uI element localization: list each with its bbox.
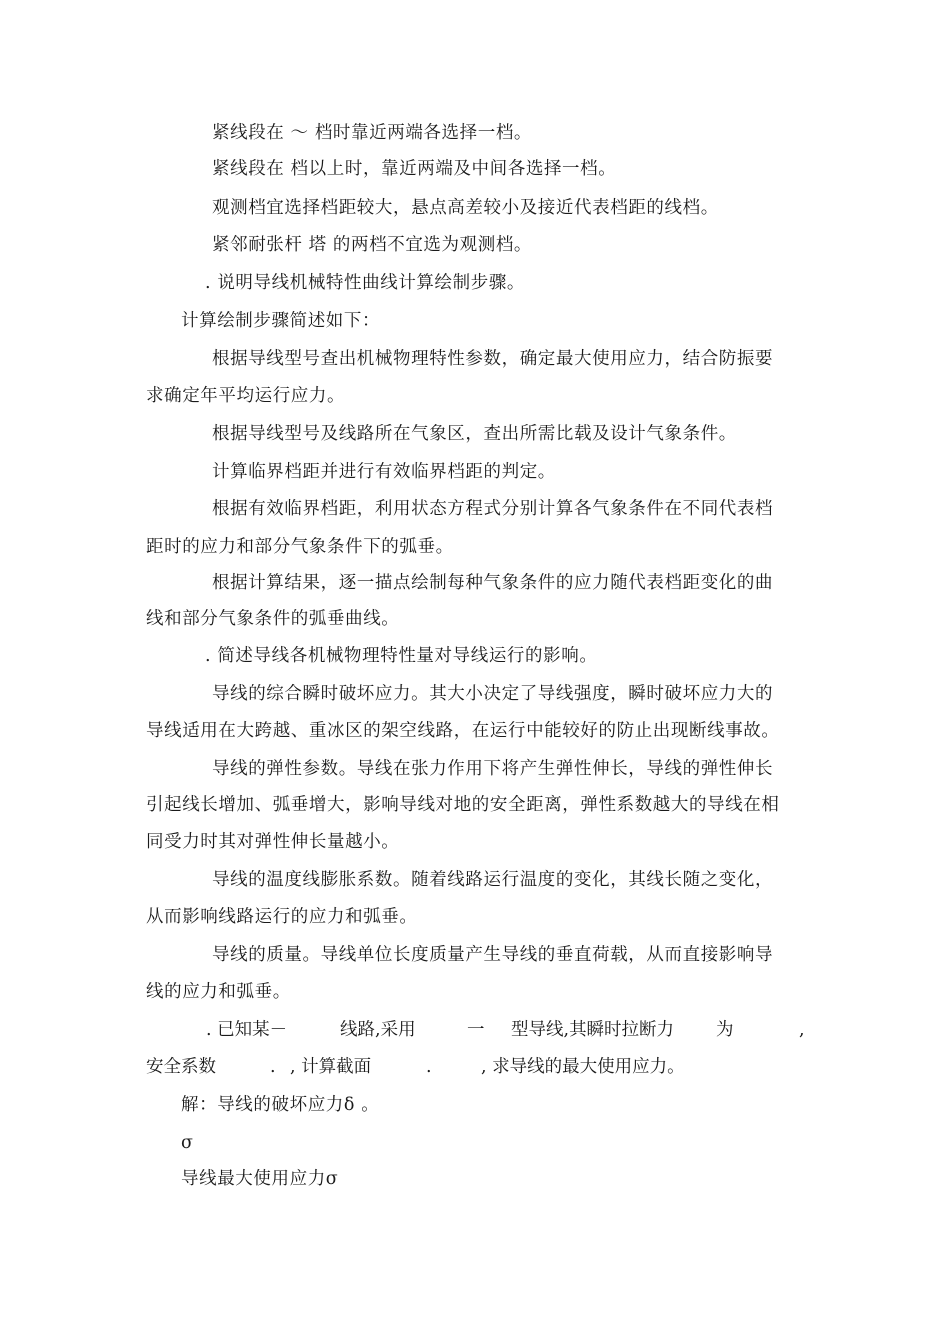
- paragraph-line: 紧邻耐张杆 塔 的两档不宜选为观测档。: [212, 235, 533, 255]
- solution-formula: σ: [181, 1133, 194, 1153]
- paragraph-line: 根据有效临界档距，利用状态方程式分别计算各气象条件在不同代表档: [212, 499, 774, 519]
- paragraph-line: 同受力时其对弹性伸长量越小。: [146, 832, 400, 852]
- paragraph-line: 线的应力和弧垂。: [146, 982, 291, 1002]
- problem-text: 型导线,其瞬时拉断力: [511, 1020, 675, 1040]
- solution-line: 导线最大使用应力σ: [181, 1169, 339, 1189]
- problem-text: 为: [716, 1020, 734, 1040]
- paragraph-line: 根据导线型号及线路所在气象区，查出所需比载及设计气象条件。: [212, 424, 737, 444]
- question-heading: . 简述导线各机械物理特性量对导线运行的影响。: [205, 646, 598, 666]
- paragraph-line: 计算绘制步骤简述如下：: [181, 311, 381, 331]
- paragraph-line: 导线的综合瞬时破坏应力。其大小决定了导线强度，瞬时破坏应力大的: [212, 684, 774, 704]
- problem-text: 一: [467, 1020, 485, 1040]
- paragraph-line: 距时的应力和部分气象条件下的弧垂。: [146, 537, 454, 557]
- paragraph-line: 紧线段在 ～ 档时靠近两端各选择一档。: [212, 123, 533, 143]
- problem-text: , 求导线的最大使用应力。: [481, 1057, 685, 1077]
- problem-text: . 已知某－: [206, 1020, 288, 1040]
- paragraph-line: 引起线长增加、弧垂增大，影响导线对地的安全距离，弹性系数越大的导线在相: [146, 795, 780, 815]
- paragraph-line: 根据导线型号查出机械物理特性参数，确定最大使用应力，结合防振要: [212, 349, 774, 369]
- question-heading: . 说明导线机械特性曲线计算绘制步骤。: [205, 273, 526, 293]
- paragraph-line: 从而影响线路运行的应力和弧垂。: [146, 907, 418, 927]
- problem-statement-line-1: [0, 1018, 950, 1042]
- problem-text: , 计算截面: [290, 1057, 372, 1077]
- paragraph-line: 线和部分气象条件的弧垂曲线。: [146, 609, 400, 629]
- problem-text: .: [426, 1057, 432, 1077]
- paragraph-line: 根据计算结果，逐一描点绘制每种气象条件的应力随代表档距变化的曲: [212, 573, 774, 593]
- paragraph-line: 观测档宜选择档距较大，悬点高差较小及接近代表档距的线档。: [212, 198, 719, 218]
- paragraph-line: 导线的弹性参数。导线在张力作用下将产生弹性伸长，导线的弹性伸长: [212, 759, 774, 779]
- paragraph-line: 导线的温度线膨胀系数。随着线路运行温度的变化，其线长随之变化，: [212, 870, 774, 890]
- paragraph-line: 求确定年平均运行应力。: [146, 386, 346, 406]
- problem-text: .: [270, 1057, 276, 1077]
- problem-text: 安全系数: [146, 1057, 216, 1077]
- paragraph-line: 紧线段在 档以上时，靠近两端及中间各选择一档。: [212, 159, 617, 179]
- paragraph-line: 计算临界档距并进行有效临界档距的判定。: [212, 462, 556, 482]
- problem-text: ,: [799, 1020, 805, 1040]
- problem-text: 线路,采用: [340, 1020, 416, 1040]
- solution-line: 解：导线的破坏应力δ 。: [181, 1095, 380, 1115]
- problem-statement-line-2: [0, 1055, 950, 1079]
- paragraph-line: 导线适用在大跨越、重冰区的架空线路，在运行中能较好的防止出现断线事故。: [146, 721, 780, 741]
- paragraph-line: 导线的质量。导线单位长度质量产生导线的垂直荷载，从而直接影响导: [212, 945, 774, 965]
